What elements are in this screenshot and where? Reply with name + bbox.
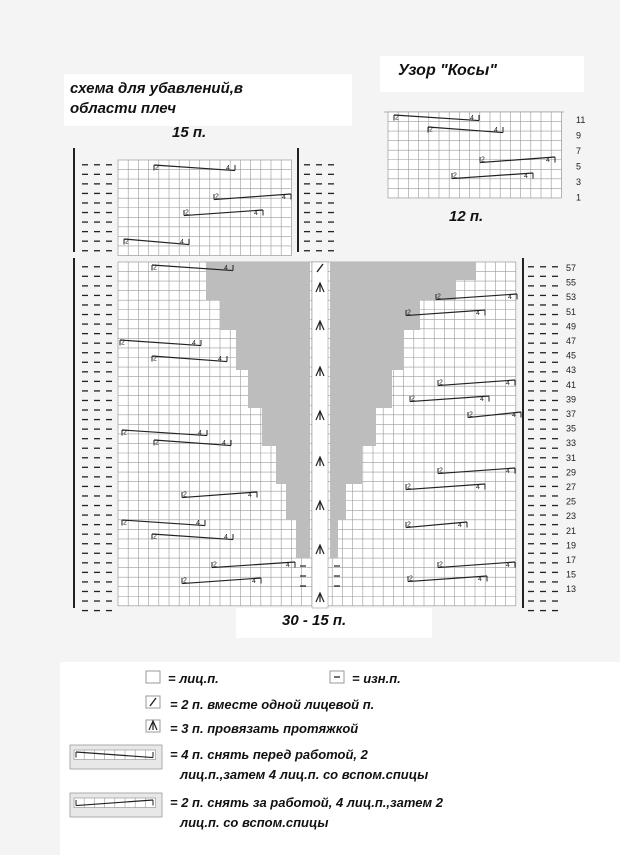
svg-text:2: 2 — [481, 156, 485, 164]
main-row-number: 31 — [566, 452, 577, 463]
legend-cable-front-text-1: = 4 п. снять перед работой, 2 — [170, 747, 368, 762]
legend-k2tog-text: = 2 п. вместе одной лицевой п. — [170, 697, 375, 712]
main-row-number: 25 — [566, 496, 577, 507]
svg-text:4: 4 — [198, 430, 202, 437]
main-row-number: 41 — [566, 379, 577, 390]
shoulder-chart-title-line2: области плеч — [70, 100, 176, 117]
svg-text:2: 2 — [411, 395, 415, 403]
svg-text:4: 4 — [226, 165, 230, 172]
cable-row-number: 1 — [576, 192, 582, 203]
main-row-number: 51 — [566, 306, 577, 317]
main-row-number: 27 — [566, 482, 577, 492]
center-column — [312, 262, 328, 608]
main-row-number: 21 — [566, 525, 577, 536]
svg-text:2: 2 — [439, 561, 443, 569]
svg-text:4: 4 — [248, 492, 252, 499]
main-purl-col-4 — [528, 267, 534, 611]
svg-text:4: 4 — [252, 578, 256, 585]
svg-text:4: 4 — [286, 562, 290, 569]
cable-row-number: 11 — [576, 115, 586, 125]
main-purl-col-2 — [94, 267, 100, 611]
svg-text:4: 4 — [282, 194, 286, 201]
main-row-number: 49 — [566, 321, 577, 332]
shoulder-stitch-count: 15 п. — [172, 124, 207, 141]
main-row-number: 13 — [566, 584, 577, 595]
main-row-number: 35 — [566, 423, 577, 434]
main-row-number: 47 — [566, 336, 577, 346]
main-row-number: 19 — [566, 540, 577, 551]
main-row-number: 39 — [566, 394, 577, 405]
svg-text:2: 2 — [123, 429, 127, 437]
svg-text:2: 2 — [409, 575, 413, 583]
main-purl-col-1 — [82, 267, 88, 611]
main-row-number: 15 — [566, 569, 577, 580]
legend-cable-back-text-1: = 2 п. снять за работой, 4 лиц.п.,затем 2 — [170, 795, 443, 810]
legend-purl-text: = изн.п. — [352, 671, 401, 686]
svg-text:4: 4 — [476, 484, 480, 491]
legend-knit-text: = лиц.п. — [168, 671, 219, 686]
svg-text:2: 2 — [469, 411, 473, 419]
main-row-number: 57 — [566, 263, 577, 273]
svg-text:4: 4 — [196, 520, 200, 527]
cable-stitch-count: 12 п. — [449, 208, 484, 225]
svg-text:2: 2 — [407, 521, 411, 529]
legend-cable-front-text-2: лиц.п.,затем 4 лиц.п. со вспом.спицы — [180, 767, 429, 782]
main-row-number: 33 — [566, 438, 577, 449]
main-row-number: 23 — [566, 511, 577, 522]
svg-text:2: 2 — [213, 561, 217, 569]
cable-chart-title: Узор "Косы" — [398, 62, 497, 79]
svg-text:4: 4 — [506, 380, 510, 387]
svg-text:2: 2 — [153, 264, 157, 272]
shoulder-purl-col-6 — [328, 165, 334, 251]
main-row-number: 43 — [566, 365, 577, 376]
svg-text:2: 2 — [155, 439, 159, 447]
shoulder-purl-col-3 — [106, 165, 112, 251]
main-purl-col-3 — [106, 267, 112, 611]
cable-pattern-grid — [388, 112, 561, 198]
main-row-number: 29 — [566, 467, 577, 478]
shoulder-purl-col-1 — [82, 165, 88, 251]
svg-text:2: 2 — [183, 491, 187, 499]
svg-text:4: 4 — [524, 173, 528, 180]
svg-text:4: 4 — [254, 210, 258, 217]
svg-text:4: 4 — [180, 239, 184, 246]
shoulder-purl-col-2 — [94, 165, 100, 251]
main-row-number: 37 — [566, 409, 577, 419]
svg-text:4: 4 — [470, 115, 474, 122]
svg-text:4: 4 — [476, 310, 480, 317]
svg-text:2: 2 — [183, 577, 187, 585]
svg-text:4: 4 — [494, 127, 498, 134]
svg-text:2: 2 — [155, 164, 159, 172]
main-row-number: 55 — [566, 277, 577, 288]
main-row-number: 17 — [566, 555, 577, 565]
svg-text:4: 4 — [458, 522, 462, 529]
svg-text:4: 4 — [218, 356, 222, 363]
main-purl-col-6 — [552, 267, 558, 611]
cable-row-number: 3 — [576, 177, 582, 187]
main-stitch-count: 30 - 15 п. — [282, 612, 347, 629]
svg-text:4: 4 — [478, 576, 482, 583]
shoulder-purl-col-5 — [316, 165, 322, 251]
cable-row-number: 9 — [576, 130, 582, 141]
svg-text:2: 2 — [153, 533, 157, 541]
svg-text:2: 2 — [429, 126, 433, 134]
legend-knit-symbol — [146, 671, 160, 683]
svg-text:4: 4 — [192, 340, 196, 347]
svg-text:4: 4 — [506, 562, 510, 569]
main-row-number: 53 — [566, 292, 577, 303]
svg-text:2: 2 — [437, 293, 441, 301]
svg-text:4: 4 — [506, 468, 510, 475]
svg-text:4: 4 — [224, 265, 228, 272]
svg-text:2: 2 — [439, 379, 443, 387]
svg-text:4: 4 — [508, 294, 512, 301]
svg-text:2: 2 — [407, 309, 411, 317]
cable-row-number: 7 — [576, 146, 582, 156]
legend-cable-back-text-2: лиц.п. со вспом.спицы — [180, 815, 329, 830]
main-row-number: 45 — [566, 350, 577, 361]
svg-text:2: 2 — [123, 519, 127, 527]
svg-text:2: 2 — [407, 483, 411, 491]
svg-text:2: 2 — [215, 193, 219, 201]
svg-text:2: 2 — [439, 467, 443, 475]
main-purl-col-5 — [540, 267, 546, 611]
shoulder-chart-title-line1: схема для убавлений,в — [70, 80, 243, 97]
svg-text:2: 2 — [121, 339, 125, 347]
svg-text:2: 2 — [125, 238, 129, 246]
svg-text:4: 4 — [480, 396, 484, 403]
cable-row-number: 5 — [576, 161, 582, 172]
svg-text:4: 4 — [546, 157, 550, 164]
svg-text:2: 2 — [395, 114, 399, 122]
shoulder-purl-col-4 — [304, 165, 310, 251]
svg-text:4: 4 — [512, 412, 516, 419]
legend-s3-text: = 3 п. провязать протяжкой — [170, 721, 359, 736]
svg-text:2: 2 — [153, 355, 157, 363]
svg-text:4: 4 — [222, 440, 226, 447]
svg-text:4: 4 — [224, 534, 228, 541]
svg-text:2: 2 — [453, 172, 457, 180]
svg-text:2: 2 — [185, 209, 189, 217]
